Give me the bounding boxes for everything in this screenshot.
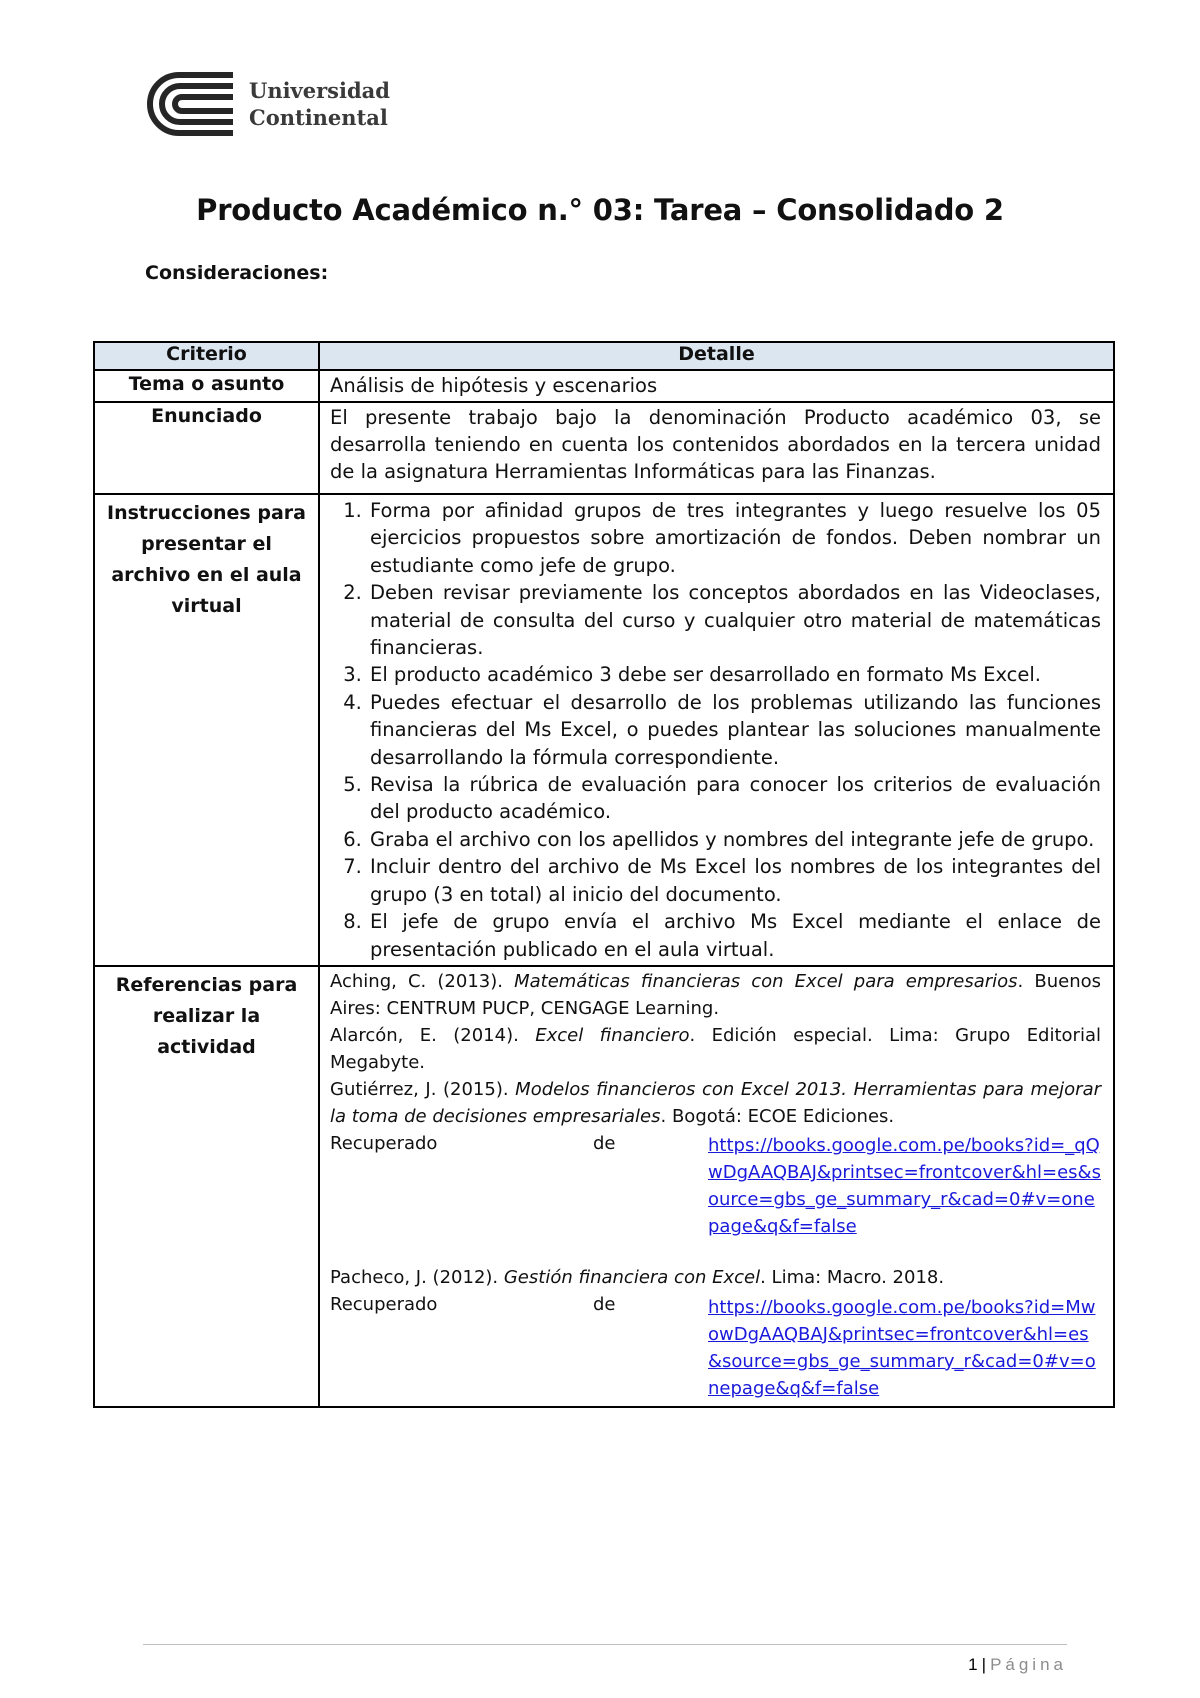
list-item: 4. Puedes efectuar el desarrollo de los problemas utilizando las funciones financieras del Ms Excel, o puedes plantear las soluciones manualmente desarrollando la fórmula correspondiente. [368,689,1101,771]
university-name [249,77,390,131]
row-label-enunciado: Enunciado [94,402,319,494]
page-label: Página [990,1655,1067,1674]
retrieved-from-label: de [592,1294,616,1316]
list-item: 1. Forma por afinidad grupos de tres integrantes y luego resuelve los 05 ejercicios propuestos sobre amortización de fondos. Deben nombrar un estudiante como jefe de grupo. [368,497,1101,579]
column-header-detalle: Detalle [319,342,1114,370]
list-item: 2. Deben revisar previamente los conceptos abordados en las Videoclases, material de consulta del curso y cualquier otro material de matemáticas financieras. [368,579,1101,661]
list-item: 8. El jefe de grupo envía el archivo Ms Excel mediante el enlace de presentación publicado en el aula virtual. [368,908,1101,963]
reference-details: . Lima: Macro. 2018. [760,1267,945,1289]
reference-title: Gestión financiera con Excel [503,1267,761,1289]
logo-line-1: Universidad [249,78,390,103]
list-item: 5. Revisa la rúbrica de evaluación para conocer los criterios de evaluación del producto académico. [368,771,1101,826]
reference-title: Excel financiero [535,1024,690,1046]
table-row [94,966,1114,1407]
reference-title: Modelos financieros con Excel 2013. Herramientas para mejorar la toma de decisiones empresariales [330,1078,1101,1127]
reference-aching [330,968,1101,1022]
section-subtitle: Consideraciones: [145,262,329,284]
table-row [94,402,1114,494]
retrieved-from-label: de [592,1132,616,1154]
reference-author: Alarcón, E. (2014). [330,1024,536,1046]
reference-details: . Buenos Aires: CENTRUM PUCP, CENGAGE Learning. [330,970,1102,1019]
instructions-list [330,497,1101,963]
reference-alarcon [330,1022,1101,1076]
criteria-table [93,341,1115,1408]
row-value-enunciado: El presente trabajo bajo la denominación Producto académico 03, se desarrolla teniendo en cuenta los contenidos abordados en la tercera unidad de la asignatura Herramientas Informáticas para las Finanzas. [319,402,1114,494]
reference-title: Matemáticas financieras con Excel para empresarios [514,970,1018,992]
page-number: 1 [968,1655,978,1674]
reference-details: . Edición especial. Lima: Grupo Editorial Megabyte. [330,1024,1101,1073]
table-row [94,370,1114,402]
reference-author: Pacheco, J. (2012). [330,1267,504,1289]
university-logo [143,70,390,138]
column-header-criterio: Criterio [94,342,319,370]
row-value-tema: Análisis de hipótesis y escenarios [319,370,1114,402]
list-item: 6. Graba el archivo con los apellidos y nombres del integrante jefe de grupo. [368,826,1101,853]
reference-pacheco [330,1264,1101,1291]
logo-line-2: Continental [249,105,388,130]
page-title: Producto Académico n.° 03: Tarea – Consolidado 2 [196,193,1004,227]
row-value-referencias [319,966,1114,1407]
row-label-tema: Tema o asunto [94,370,319,402]
row-value-instrucciones [319,494,1114,966]
reference-link-gutierrez[interactable]: https://books.google.com.pe/books?id=_qQwDgAAQBAJ&printsec=frontcover&hl=es&source=gbs_ge_summary_r&cad=0#v=onepage&q&f=false [708,1135,1101,1238]
row-label-referencias: Referencias para realizar la actividad [94,966,319,1407]
retrieved-label: Recuperado [330,1294,438,1316]
reference-author: Aching, C. (2013). [330,970,515,992]
reference-gutierrez [330,1076,1101,1130]
reference-link-pacheco[interactable]: https://books.google.com.pe/books?id=MwowDgAAQBAJ&printsec=frontcover&hl=es&source=gbs_ge_summary_r&cad=0#v=onepage&q&f=false [708,1296,1096,1399]
footer-separator: | [981,1655,987,1674]
university-logo-icon [143,70,235,138]
retrieved-label: Recuperado [330,1132,438,1154]
table-row [94,494,1114,966]
footer-divider [143,1644,1067,1645]
reference-author: Gutiérrez, J. (2015). [330,1078,516,1100]
page-footer [968,1655,1067,1675]
reference-details: . Bogotá: ECOE Ediciones. [660,1105,895,1127]
list-item: 7. Incluir dentro del archivo de Ms Excel los nombres de los integrantes del grupo (3 en total) al inicio del documento. [368,853,1101,908]
row-label-instrucciones: Instrucciones para presentar el archivo en el aula virtual [94,494,319,966]
table-header-row [94,342,1114,370]
list-item: 3. El producto académico 3 debe ser desarrollado en formato Ms Excel. [368,661,1101,688]
